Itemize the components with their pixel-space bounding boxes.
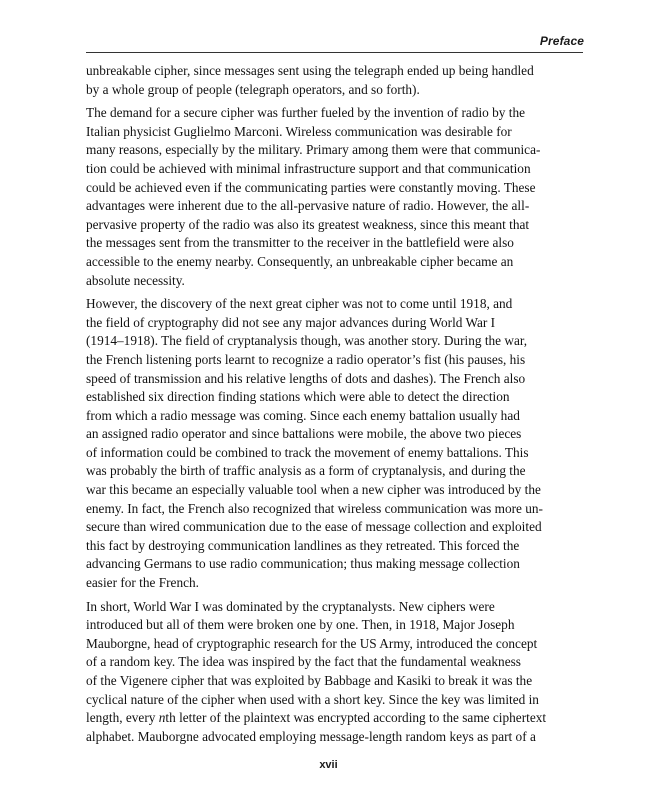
paragraph-1 xyxy=(86,62,585,99)
text-line: pervasive property of the radio was also its greatest weakness, since this meant that xyxy=(86,216,530,232)
text-line: an assigned radio operator and since battalions were mobile, the above two pieces xyxy=(86,426,522,442)
text-line: tion could be achieved with minimal infrastructure support and that communication xyxy=(86,160,531,176)
body-text xyxy=(86,62,585,751)
text-line: was probably the birth of traffic analysis as a form of cryptanalysis, and during the xyxy=(86,463,526,479)
text-line: could be achieved even if the communicating parties were constantly moving. These xyxy=(86,179,536,195)
text-line: In short, World War I was dominated by the cryptanalysts. New ciphers were xyxy=(86,598,495,614)
text-line: from which a radio message was coming. Since each enemy battalion usually had xyxy=(86,407,520,423)
text-line: (1914–1918). The field of cryptanalysis though, was another story. During the war, xyxy=(86,333,528,349)
text-line: by a whole group of people (telegraph operators, and so forth). xyxy=(86,81,420,97)
text-line: this fact by destroying communication landlines as they retreated. This forced the xyxy=(86,537,520,553)
text-line: Mauborgne, head of cryptographic research for the US Army, introduced the concept xyxy=(86,635,538,651)
text-line: the French listening ports learnt to recognize a radio operator’s fist (his pauses, his xyxy=(86,351,526,367)
text-line: of a random key. The idea was inspired by the fact that the fundamental weakness xyxy=(86,654,521,670)
running-head: Preface xyxy=(539,34,584,48)
page-number: xvii xyxy=(319,759,338,771)
text-line: absolute necessity. xyxy=(86,272,185,288)
paragraph-2 xyxy=(86,104,585,290)
text-line: of information could be combined to track the movement of enemy battalions. This xyxy=(86,444,529,460)
text-line: introduced but all of them were broken one by one. Then, in 1918, Major Joseph xyxy=(86,617,515,633)
text-line: The demand for a secure cipher was further fueled by the invention of radio by the xyxy=(86,105,525,121)
text-line: many reasons, especially by the military. Primary among them were that communica- xyxy=(86,142,541,158)
text-line: established six direction finding stations which were able to detect the direction xyxy=(86,389,510,405)
text-line: However, the discovery of the next great cipher was not to come until 1918, and xyxy=(86,296,513,312)
text-line: accessible to the enemy nearby. Consequently, an unbreakable cipher became an xyxy=(86,253,514,269)
text-line: advancing Germans to use radio communication; thus making message collection xyxy=(86,556,520,572)
text-line: unbreakable cipher, since messages sent using the telegraph ended up being handled xyxy=(86,63,534,78)
text-line: the messages sent from the transmitter to the receiver in the battlefield were also xyxy=(86,235,514,251)
text-line: advantages were inherent due to the all-pervasive nature of radio. However, the all- xyxy=(86,198,530,214)
nth-prefix: length, every xyxy=(86,710,159,726)
nth-suffix: th letter of the plaintext was encrypted according to the same ciphertext xyxy=(165,710,547,726)
text-line: alphabet. Mauborgne advocated employing message-length random keys as part of a xyxy=(86,728,536,744)
paragraph-3 xyxy=(86,295,585,593)
header-rule xyxy=(86,52,583,53)
paragraph-4 xyxy=(86,598,585,747)
text-line: speed of transmission and his relative lengths of dots and dashes). The French also xyxy=(86,370,526,386)
nth-variable: n xyxy=(158,710,166,726)
text-line: of the Vigenere cipher that was exploited by Babbage and Kasiki to break it was the xyxy=(86,673,533,688)
text-line: cyclical nature of the cipher when used with a short key. Since the key was limited in xyxy=(86,691,539,707)
text-line: the field of cryptography did not see any major advances during World War I xyxy=(86,314,496,330)
text-line: secure than wired communication due to the ease of message collection and exploited xyxy=(86,519,542,535)
text-line: enemy. In fact, the French also recognized that wireless communication was more un- xyxy=(86,500,543,516)
text-line: Italian physicist Guglielmo Marconi. Wireless communication was desirable for xyxy=(86,123,512,139)
text-line: war this became an especially valuable tool when a new cipher was introduced by the xyxy=(86,482,541,498)
text-line-nth xyxy=(86,709,585,728)
text-line: easier for the French. xyxy=(86,575,199,591)
